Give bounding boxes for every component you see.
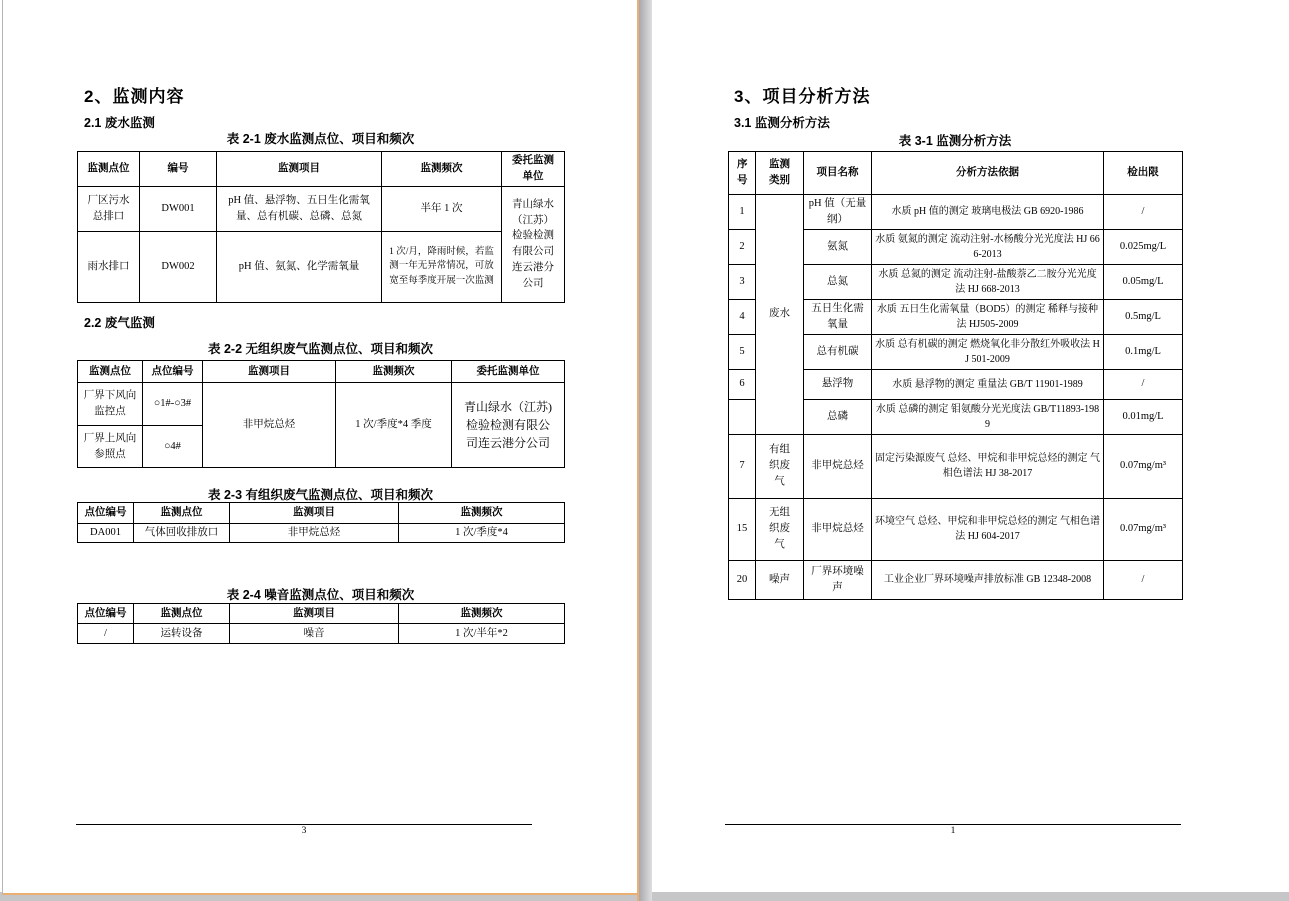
column-header: 检出限 bbox=[1104, 152, 1183, 195]
page-number: 3 bbox=[301, 826, 307, 836]
footer-rule bbox=[725, 824, 1181, 825]
table-row bbox=[729, 434, 1183, 498]
table-2-3-caption: 表 2-3 有组织废气监测点位、项目和频次 bbox=[207, 488, 433, 502]
table-cell: 运转设备 bbox=[134, 624, 230, 644]
page-gap bbox=[637, 0, 652, 901]
table-cell: 5 bbox=[729, 334, 756, 369]
table-cell: 噪音 bbox=[230, 624, 399, 644]
table-cell: 有组织废气 bbox=[756, 434, 804, 498]
table-cell: 4 bbox=[729, 299, 756, 334]
table-cell: 废水 bbox=[756, 195, 804, 435]
table-cell bbox=[729, 399, 756, 434]
section-2-2-title: 2.2 废气监测 bbox=[84, 316, 155, 330]
table-2-3-organized-gas bbox=[77, 502, 565, 543]
table-cell: 工业企业厂界环境噪声排放标准 GB 12348-2008 bbox=[872, 560, 1104, 599]
table-row bbox=[78, 152, 565, 187]
table-cell: 0.05mg/L bbox=[1104, 264, 1183, 299]
table-cell: 1 次/月，降雨时候，若监测一年无异常情况，可放宽至每季度开展一次监测 bbox=[382, 231, 502, 302]
column-header: 监测项目 bbox=[217, 152, 382, 187]
table-cell: 水质 悬浮物的测定 重量法 GB/T 11901-1989 bbox=[872, 369, 1104, 399]
table-cell: 水质 总磷的测定 钼氨酸分光光度法 GB/T11893-1989 bbox=[872, 399, 1104, 434]
column-header: 监测类别 bbox=[756, 152, 804, 195]
column-header: 监测点位 bbox=[134, 604, 230, 624]
table-cell: 水质 pH 值的测定 玻璃电极法 GB 6920-1986 bbox=[872, 195, 1104, 230]
table-cell: 0.5mg/L bbox=[1104, 299, 1183, 334]
table-cell: 6 bbox=[729, 369, 756, 399]
table-row bbox=[729, 195, 1183, 230]
column-header: 监测频次 bbox=[399, 503, 565, 524]
table-cell: 1 次/半年*2 bbox=[399, 624, 565, 644]
table-cell: 环境空气 总烃、甲烷和非甲烷总烃的测定 气相色谱法 HJ 604-2017 bbox=[872, 498, 1104, 560]
table-3-1-caption: 表 3-1 监测分析方法 bbox=[898, 134, 1012, 148]
column-header: 监测项目 bbox=[230, 503, 399, 524]
page-right bbox=[652, 0, 1289, 892]
table-cell: 1 bbox=[729, 195, 756, 230]
table-cell: 1 次/季度*4 bbox=[399, 524, 565, 543]
table-cell: / bbox=[1104, 195, 1183, 230]
table-cell: DA001 bbox=[78, 524, 134, 543]
column-header: 编号 bbox=[140, 152, 217, 187]
table-cell: 厂界上风向参照点 bbox=[78, 426, 143, 468]
footer-rule bbox=[76, 824, 532, 825]
table-cell: 悬浮物 bbox=[804, 369, 872, 399]
page-number: 1 bbox=[950, 826, 956, 836]
table-cell: 非甲烷总烃 bbox=[804, 434, 872, 498]
column-header: 委托监测单位 bbox=[502, 152, 565, 187]
table-cell: 1 次/季度*4 季度 bbox=[336, 383, 452, 468]
section-3-1-title: 3.1 监测分析方法 bbox=[734, 116, 830, 130]
table-cell: 20 bbox=[729, 560, 756, 599]
table-cell: DW002 bbox=[140, 231, 217, 302]
column-header: 点位编号 bbox=[143, 361, 203, 383]
table-cell: pH 值、氨氮、化学需氧量 bbox=[217, 231, 382, 302]
table-2-2-caption: 表 2-2 无组织废气监测点位、项目和频次 bbox=[207, 342, 433, 356]
table-cell: 0.01mg/L bbox=[1104, 399, 1183, 434]
table-cell: 非甲烷总烃 bbox=[230, 524, 399, 543]
table-cell: 固定污染源废气 总烃、甲烷和非甲烷总烃的测定 气相色谱法 HJ 38-2017 bbox=[872, 434, 1104, 498]
table-3-1-analysis-methods bbox=[728, 151, 1183, 600]
column-header: 项目名称 bbox=[804, 152, 872, 195]
column-header: 监测点位 bbox=[78, 361, 143, 383]
column-header: 监测项目 bbox=[230, 604, 399, 624]
page-left bbox=[2, 0, 637, 895]
table-cell: pH 值（无量纲） bbox=[804, 195, 872, 230]
table-cell: 15 bbox=[729, 498, 756, 560]
table-cell: 7 bbox=[729, 434, 756, 498]
table-cell: 半年 1 次 bbox=[382, 186, 502, 231]
table-cell: 厂界下风向监控点 bbox=[78, 383, 143, 426]
table-cell: 氨氮 bbox=[804, 229, 872, 264]
table-cell: 2 bbox=[729, 229, 756, 264]
table-cell: 0.07mg/m³ bbox=[1104, 498, 1183, 560]
table-row bbox=[78, 503, 565, 524]
table-row bbox=[78, 383, 565, 426]
table-cell: 青山绿水（江苏)检验检测有限公司连云港分公司 bbox=[452, 383, 565, 468]
table-cell: 青山绿水（江苏）检验检测有限公司连云港分公司 bbox=[502, 186, 565, 302]
table-cell: 无组织废气 bbox=[756, 498, 804, 560]
column-header: 监测点位 bbox=[78, 152, 140, 187]
table-2-2-fugitive-gas bbox=[77, 360, 565, 468]
column-header: 监测点位 bbox=[134, 503, 230, 524]
column-header: 监测频次 bbox=[336, 361, 452, 383]
table-cell: DW001 bbox=[140, 186, 217, 231]
column-header: 监测频次 bbox=[382, 152, 502, 187]
table-cell: 非甲烷总烃 bbox=[804, 498, 872, 560]
table-row bbox=[78, 604, 565, 624]
table-cell: 水质 总氮的测定 流动注射-盐酸萘乙二胺分光光度法 HJ 668-2013 bbox=[872, 264, 1104, 299]
table-cell: 水质 五日生化需氧量（BOD5）的测定 稀释与接种法 HJ505-2009 bbox=[872, 299, 1104, 334]
table-row bbox=[729, 560, 1183, 599]
table-cell: 3 bbox=[729, 264, 756, 299]
table-row bbox=[729, 498, 1183, 560]
table-cell: 雨水排口 bbox=[78, 231, 140, 302]
section-2-title: 2、监测内容 bbox=[84, 87, 185, 106]
column-header: 分析方法依据 bbox=[872, 152, 1104, 195]
column-header: 监测项目 bbox=[203, 361, 336, 383]
table-cell: 0.1mg/L bbox=[1104, 334, 1183, 369]
table-cell: 水质 总有机碳的测定 燃烧氧化非分散红外吸收法 HJ 501-2009 bbox=[872, 334, 1104, 369]
table-row bbox=[78, 624, 565, 644]
table-cell: pH 值、悬浮物、五日生化需氧量、总有机碳、总磷、总氮 bbox=[217, 186, 382, 231]
table-row bbox=[78, 361, 565, 383]
column-header: 点位编号 bbox=[78, 604, 134, 624]
table-2-1-caption: 表 2-1 废水监测点位、项目和频次 bbox=[226, 132, 415, 146]
table-cell: 厂界环境噪声 bbox=[804, 560, 872, 599]
table-cell: 非甲烷总烃 bbox=[203, 383, 336, 468]
table-cell: / bbox=[78, 624, 134, 644]
table-cell: 总磷 bbox=[804, 399, 872, 434]
table-2-4-caption: 表 2-4 噪音监测点位、项目和频次 bbox=[226, 588, 415, 602]
table-cell: 0.07mg/m³ bbox=[1104, 434, 1183, 498]
table-row bbox=[78, 524, 565, 543]
table-cell: / bbox=[1104, 369, 1183, 399]
table-cell: 气体回收排放口 bbox=[134, 524, 230, 543]
section-3-title: 3、项目分析方法 bbox=[734, 87, 871, 106]
section-2-1-title: 2.1 废水监测 bbox=[84, 116, 155, 130]
table-cell: / bbox=[1104, 560, 1183, 599]
table-cell: 厂区污水总排口 bbox=[78, 186, 140, 231]
column-header: 监测频次 bbox=[399, 604, 565, 624]
table-2-1-wastewater bbox=[77, 151, 565, 303]
column-header: 点位编号 bbox=[78, 503, 134, 524]
table-cell: 总氮 bbox=[804, 264, 872, 299]
table-cell: 噪声 bbox=[756, 560, 804, 599]
table-row bbox=[729, 152, 1183, 195]
column-header: 委托监测单位 bbox=[452, 361, 565, 383]
table-cell: 0.025mg/L bbox=[1104, 229, 1183, 264]
table-row bbox=[78, 186, 565, 231]
table-cell: 五日生化需氧量 bbox=[804, 299, 872, 334]
table-cell: 总有机碳 bbox=[804, 334, 872, 369]
table-row bbox=[78, 231, 565, 302]
table-cell: ○4# bbox=[143, 426, 203, 468]
table-cell: 水质 氨氮的测定 流动注射-水杨酸分光光度法 HJ 666-2013 bbox=[872, 229, 1104, 264]
table-cell: ○1#-○3# bbox=[143, 383, 203, 426]
column-header: 序号 bbox=[729, 152, 756, 195]
table-2-4-noise bbox=[77, 603, 565, 644]
